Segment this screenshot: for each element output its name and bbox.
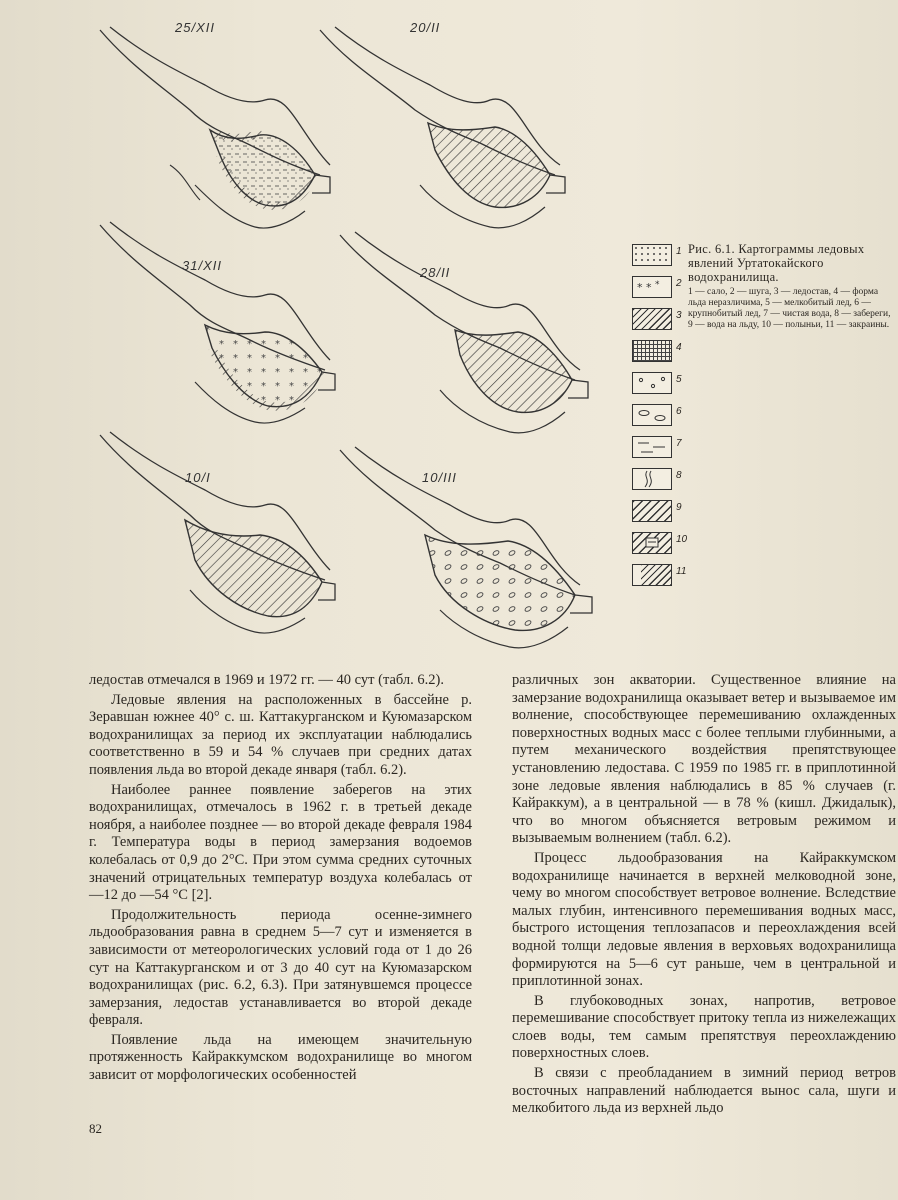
paragraph: различных зон акватории. Существенное влияние на замерзание водохранилища оказывает ветер и вызываемое им волнение, способствующее перемешиванию охлажденных поверхностных водных масс с более теплыми глубинными, а путем механического воздействия препятствующее установлению ледостава. С 1959 по 1985 гг. в приплотинной зоне ледовые явления наблюдались в 85 % случаев (г. Кайраккум), а в центральной — в 78 % (кишл. Джидалык), что во многом объясняется ветровым режимом и вызываемым волнением (табл. 6.2). [512, 672, 896, 847]
figure-ice-maps [90, 15, 650, 655]
map-panel [330, 435, 610, 655]
legend-item [628, 336, 688, 368]
map-panel [310, 15, 580, 235]
text-column-left [89, 672, 472, 1087]
legend-swatch-slush [632, 276, 672, 298]
legend-swatch-freeze-up [632, 308, 672, 330]
legend-item [628, 368, 688, 400]
legend-swatch-polynya [632, 532, 672, 554]
legend-number: 1 [676, 246, 682, 257]
paragraph: В связи с преобладанием в зимний период ветров восточных направлений наблюдается вынос сала, шуги и мелкобитого льда из верхней льдо [512, 1065, 896, 1117]
legend-number: 3 [676, 310, 682, 321]
figure-legend [628, 240, 688, 592]
caption-legend-text: 1 — сало, 2 — шуга, 3 — ледостав, 4 — форма льда неразличима, 5 — мелкобитый лед, 6 — крупнобитый лед, 7 — чистая вода, 8 — забереги, 9 — вода на льду, 10 — полыньи, 11 — закраины. [688, 287, 891, 330]
legend-swatch-flaw-lead [632, 564, 672, 586]
map-date-label: 20/II [410, 20, 441, 35]
map-date-label: 25/XII [175, 20, 215, 35]
caption-title: Рис. 6.1. Картограммы ледовых явлений Уртатокайского водохранилища. [688, 242, 865, 284]
legend-number: 9 [676, 502, 682, 513]
page-number: 82 [89, 1121, 102, 1136]
paragraph: Процесс льдообразования на Кайраккумском водохранилище начинается в верхней мелководной зоне, чему во многом способствует ветровое волнение. Вследствие малых глубин, интенсивного перемешивания водных масс, быстрого истощения теплозапасов и переохлаждения всей водной толщи ледовые явления в верховьях водохранилища формируются на 5—6 сут раньше, чем в центральной и приплотинной зонах. [512, 849, 896, 990]
legend-item [628, 560, 688, 592]
reservoir-map-drawing [330, 435, 610, 655]
legend-item [628, 272, 688, 304]
map-panel [330, 220, 600, 440]
legend-number: 8 [676, 470, 682, 481]
paragraph: Ледовые явления на расположенных в бассейне р. Зеравшан южнее 40° с. ш. Каттакурганском и Куюмазарском водохранилищах за период их эксплуатации наблюдались соответственно в 59 и 54 % случаев при средних датах появления льда во второй декаде января (табл. 6.2). [89, 691, 472, 778]
legend-swatch-indistinct [632, 340, 672, 362]
text-column-right [512, 672, 896, 1120]
map-panel [90, 210, 340, 430]
legend-swatch-sludge [632, 244, 672, 266]
figure-caption [688, 242, 893, 331]
legend-number: 4 [676, 342, 682, 353]
legend-number: 11 [676, 566, 687, 577]
paragraph: Наиболее раннее появление заберегов на этих водохранилищах, отмечалось в 1962 г. в третьей декаде ноября, а наиболее позднее — во второй декаде февраля 1984 г. Температура воды в период замерзания водоемов колебалась от 0,9 до 2°С. При этом сумма средних суточных значений отрицательных температур воздуха колебалась от —12 до —54 °С [2]. [89, 781, 472, 904]
legend-swatch-small-broken-ice [632, 372, 672, 394]
legend-swatch-shore-ice [632, 468, 672, 490]
map-date-label: 10/I [185, 470, 211, 485]
paragraph: В глубоководных зонах, напротив, ветровое перемешивание способствует притоку тепла из нижележащих слоев воды, тем самым препятствуя переохлаждению поверхностных слоев. [512, 992, 896, 1062]
legend-number: 5 [676, 374, 682, 385]
legend-item [628, 464, 688, 496]
reservoir-map-drawing [90, 15, 340, 235]
map-panel [90, 420, 340, 640]
legend-item [628, 400, 688, 432]
svg-text:*: * [655, 280, 660, 290]
reservoir-map-drawing [330, 220, 600, 440]
legend-swatch-open-water [632, 436, 672, 458]
legend-number: 7 [676, 438, 682, 449]
legend-number: 10 [676, 534, 688, 545]
legend-swatch-large-broken-ice [632, 404, 672, 426]
map-date-label: 31/XII [182, 258, 222, 273]
paragraph: Появление льда на имеющем значительную протяженность Кайраккумском водохранилище во многом зависит от морфологических особенностей [89, 1031, 472, 1084]
legend-item [628, 496, 688, 528]
legend-number: 2 [676, 278, 682, 289]
paragraph: ледостав отмечался в 1969 и 1972 гг. — 40 сут (табл. 6.2). [89, 672, 444, 688]
map-panel [90, 15, 340, 235]
legend-item [628, 240, 688, 272]
map-date-label: 28/II [420, 265, 451, 280]
reservoir-map-drawing [310, 15, 580, 235]
legend-item [628, 432, 688, 464]
paragraph: Продолжительность периода осенне-зимнего льдообразования равна в среднем 5—7 сут и изменяется в зависимости от метеорологических условий года от 1 до 26 сут на Каттакурганском и от 3 до 40 сут на Куюмазарском водохранилищах (рис. 6.2, 6.3). При затянувшемся процессе замерзания, ледостав устанавливается во второй декаде февраля. [89, 906, 472, 1029]
legend-item [628, 304, 688, 336]
legend-item [628, 528, 688, 560]
legend-swatch-water-on-ice [632, 500, 672, 522]
reservoir-map-drawing [90, 420, 340, 640]
reservoir-map-drawing [90, 210, 340, 430]
map-date-label: 10/III [422, 470, 457, 485]
legend-number: 6 [676, 406, 682, 417]
svg-text:* *: * * [637, 281, 652, 294]
